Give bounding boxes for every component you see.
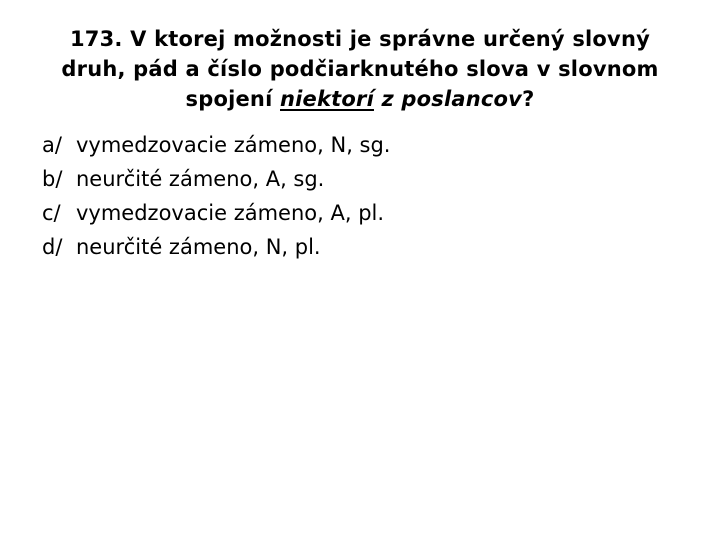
option-letter: c/ [42, 201, 61, 225]
option-c [42, 196, 682, 230]
option-letter: a/ [42, 133, 62, 157]
option-text: vymedzovacie zámeno, A, pl. [76, 201, 385, 225]
question-title [60, 24, 660, 114]
question-text: 173. V ktorej možnosti je správne určený slovný druh, pád a číslo podčiarknutého slova v slovnom spojení [61, 27, 659, 111]
option-b [42, 162, 682, 196]
phrase-rest: z poslancov [373, 87, 523, 111]
question-phrase [280, 87, 522, 111]
question-mark: ? [522, 87, 535, 111]
option-text: neurčité zámeno, A, sg. [76, 167, 325, 191]
option-letter: b/ [42, 167, 63, 191]
underlined-word: niektorí [280, 87, 374, 111]
option-a [42, 128, 682, 162]
option-d [42, 230, 682, 264]
option-text: vymedzovacie zámeno, N, sg. [76, 133, 391, 157]
option-letter: d/ [42, 235, 63, 259]
option-text: neurčité zámeno, N, pl. [76, 235, 321, 259]
answer-options [42, 128, 682, 264]
